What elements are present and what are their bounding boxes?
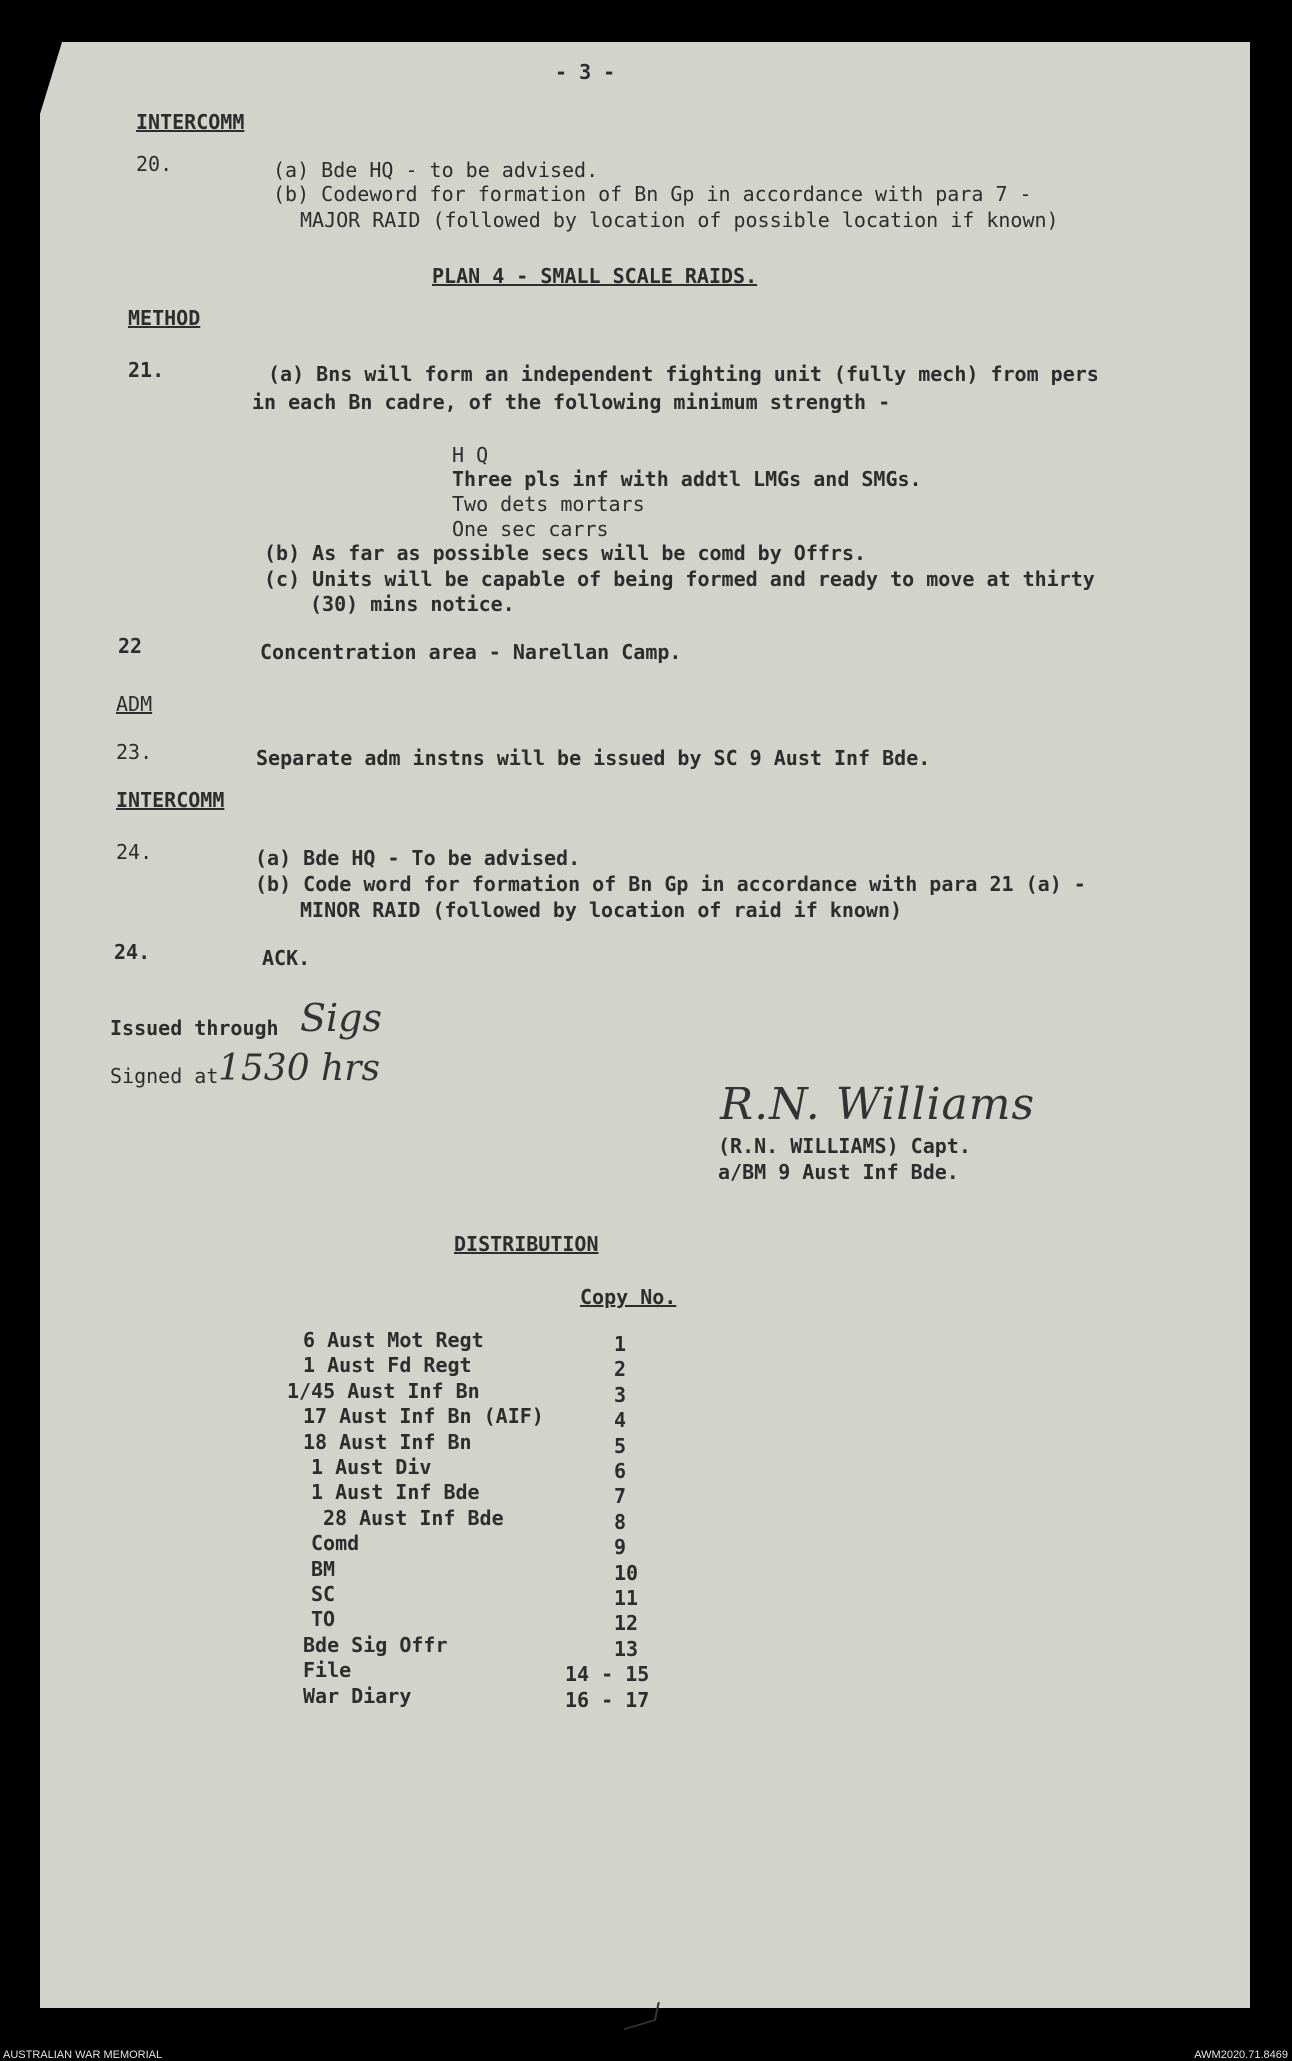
para-text: MAJOR RAID (followed by location of possible location if known) bbox=[300, 208, 1059, 232]
signed-label: Signed at bbox=[110, 1064, 219, 1088]
distribution-unit: Comd bbox=[311, 1531, 360, 1556]
distribution-copy-number: 14 - 15 bbox=[565, 1662, 650, 1687]
distribution-unit: 1 Aust Fd Regt bbox=[303, 1353, 472, 1378]
distribution-copy-number: 5 bbox=[614, 1433, 627, 1458]
distribution-copy-number: 13 bbox=[614, 1636, 639, 1661]
list-item: One sec carrs bbox=[452, 517, 609, 541]
para-number: 24. bbox=[114, 940, 151, 964]
distribution-copy-number: 8 bbox=[614, 1509, 627, 1534]
copy-no-heading: Copy No. bbox=[580, 1285, 677, 1309]
para-text: (b) Codeword for formation of Bn Gp in accordance with para 7 - bbox=[273, 182, 1032, 206]
signed-handwriting: 1530 hrs bbox=[218, 1048, 380, 1089]
distribution-unit: 28 Aust Inf Bde bbox=[323, 1505, 504, 1530]
para-text: Concentration area - Narellan Camp. bbox=[260, 640, 682, 664]
para-text: (c) Units will be capable of being formed and ready to move at thirty bbox=[264, 567, 1095, 591]
heading-adm: ADM bbox=[116, 692, 153, 716]
distribution-copy-number: 11 bbox=[614, 1586, 639, 1610]
page-number: - 3 - bbox=[555, 60, 616, 84]
para-number: 20. bbox=[136, 152, 173, 176]
distribution-unit: 18 Aust Inf Bn bbox=[303, 1429, 472, 1454]
footer-left: AUSTRALIAN WAR MEMORIAL bbox=[3, 2049, 163, 2061]
distribution-copy-number: 1 bbox=[614, 1332, 627, 1356]
heading-intercomm: INTERCOMM bbox=[116, 788, 225, 812]
distribution-unit: File bbox=[303, 1658, 352, 1683]
para-number: 22 bbox=[118, 634, 143, 658]
para-text: in each Bn cadre, of the following minimum strength - bbox=[252, 390, 891, 414]
heading-intercomm: INTERCOMM bbox=[136, 110, 245, 134]
distribution-copy-number: 12 bbox=[614, 1611, 639, 1636]
para-text: (a) Bns will form an independent fighting unit (fully mech) from pers bbox=[268, 362, 1099, 386]
para-text: (a) Bde HQ - To be advised. bbox=[255, 846, 581, 870]
signatory-appointment: a/BM 9 Aust Inf Bde. bbox=[718, 1160, 959, 1184]
signatory-name: (R.N. WILLIAMS) Capt. bbox=[718, 1134, 971, 1158]
list-item: H Q bbox=[452, 443, 489, 467]
distribution-unit: TO bbox=[311, 1607, 336, 1632]
para-text: (a) Bde HQ - to be advised. bbox=[273, 158, 599, 182]
heading-method: METHOD bbox=[128, 306, 201, 330]
distribution-copy-number: 4 bbox=[614, 1408, 627, 1433]
distribution-unit: BM bbox=[311, 1556, 336, 1581]
issued-label: Issued through bbox=[110, 1016, 279, 1040]
distribution-unit: 1 Aust Inf Bde bbox=[311, 1480, 480, 1505]
issued-handwriting: Sigs bbox=[300, 996, 383, 1040]
distribution-copy-number: 10 bbox=[614, 1560, 639, 1585]
distribution-unit: 1/45 Aust Inf Bn bbox=[287, 1378, 480, 1403]
para-text: (b) As far as possible secs will be comd by Offrs. bbox=[264, 541, 867, 565]
para-text: (30) mins notice. bbox=[310, 592, 515, 616]
para-number: 21. bbox=[128, 358, 165, 382]
para-text: (b) Code word for formation of Bn Gp in accordance with para 21 (a) - bbox=[255, 872, 1086, 896]
distribution-copy-number: 3 bbox=[614, 1382, 627, 1407]
distribution-copy-number: 9 bbox=[614, 1535, 627, 1560]
distribution-unit: Bde Sig Offr bbox=[303, 1632, 448, 1657]
distribution-copy-number: 2 bbox=[614, 1357, 627, 1382]
plan-title: PLAN 4 - SMALL SCALE RAIDS. bbox=[432, 264, 758, 288]
distribution-copy-number: 16 - 17 bbox=[565, 1687, 650, 1712]
para-text: Separate adm instns will be issued by SC 9 Aust Inf Bde. bbox=[256, 746, 931, 770]
distribution-unit: SC bbox=[311, 1582, 336, 1606]
distribution-heading: DISTRIBUTION bbox=[454, 1232, 599, 1256]
list-item: Three pls inf with addtl LMGs and SMGs. bbox=[452, 467, 922, 491]
distribution-unit: 17 Aust Inf Bn (AIF) bbox=[303, 1404, 544, 1429]
folded-corner bbox=[40, 42, 62, 114]
para-text: ACK. bbox=[262, 946, 311, 970]
distribution-unit: 1 Aust Div bbox=[311, 1455, 432, 1479]
list-item: Two dets mortars bbox=[452, 492, 645, 516]
distribution-copy-number: 6 bbox=[614, 1459, 627, 1483]
distribution-unit: War Diary bbox=[303, 1683, 412, 1708]
para-number: 23. bbox=[116, 740, 153, 764]
footer-right: AWM2020.71.8469 bbox=[1194, 2049, 1288, 2061]
signature: R.N. Williams bbox=[720, 1079, 1036, 1130]
distribution-unit: 6 Aust Mot Regt bbox=[303, 1328, 484, 1352]
distribution-copy-number: 7 bbox=[614, 1484, 627, 1509]
para-text: MINOR RAID (followed by location of raid if known) bbox=[300, 898, 903, 922]
para-number: 24. bbox=[116, 840, 153, 864]
